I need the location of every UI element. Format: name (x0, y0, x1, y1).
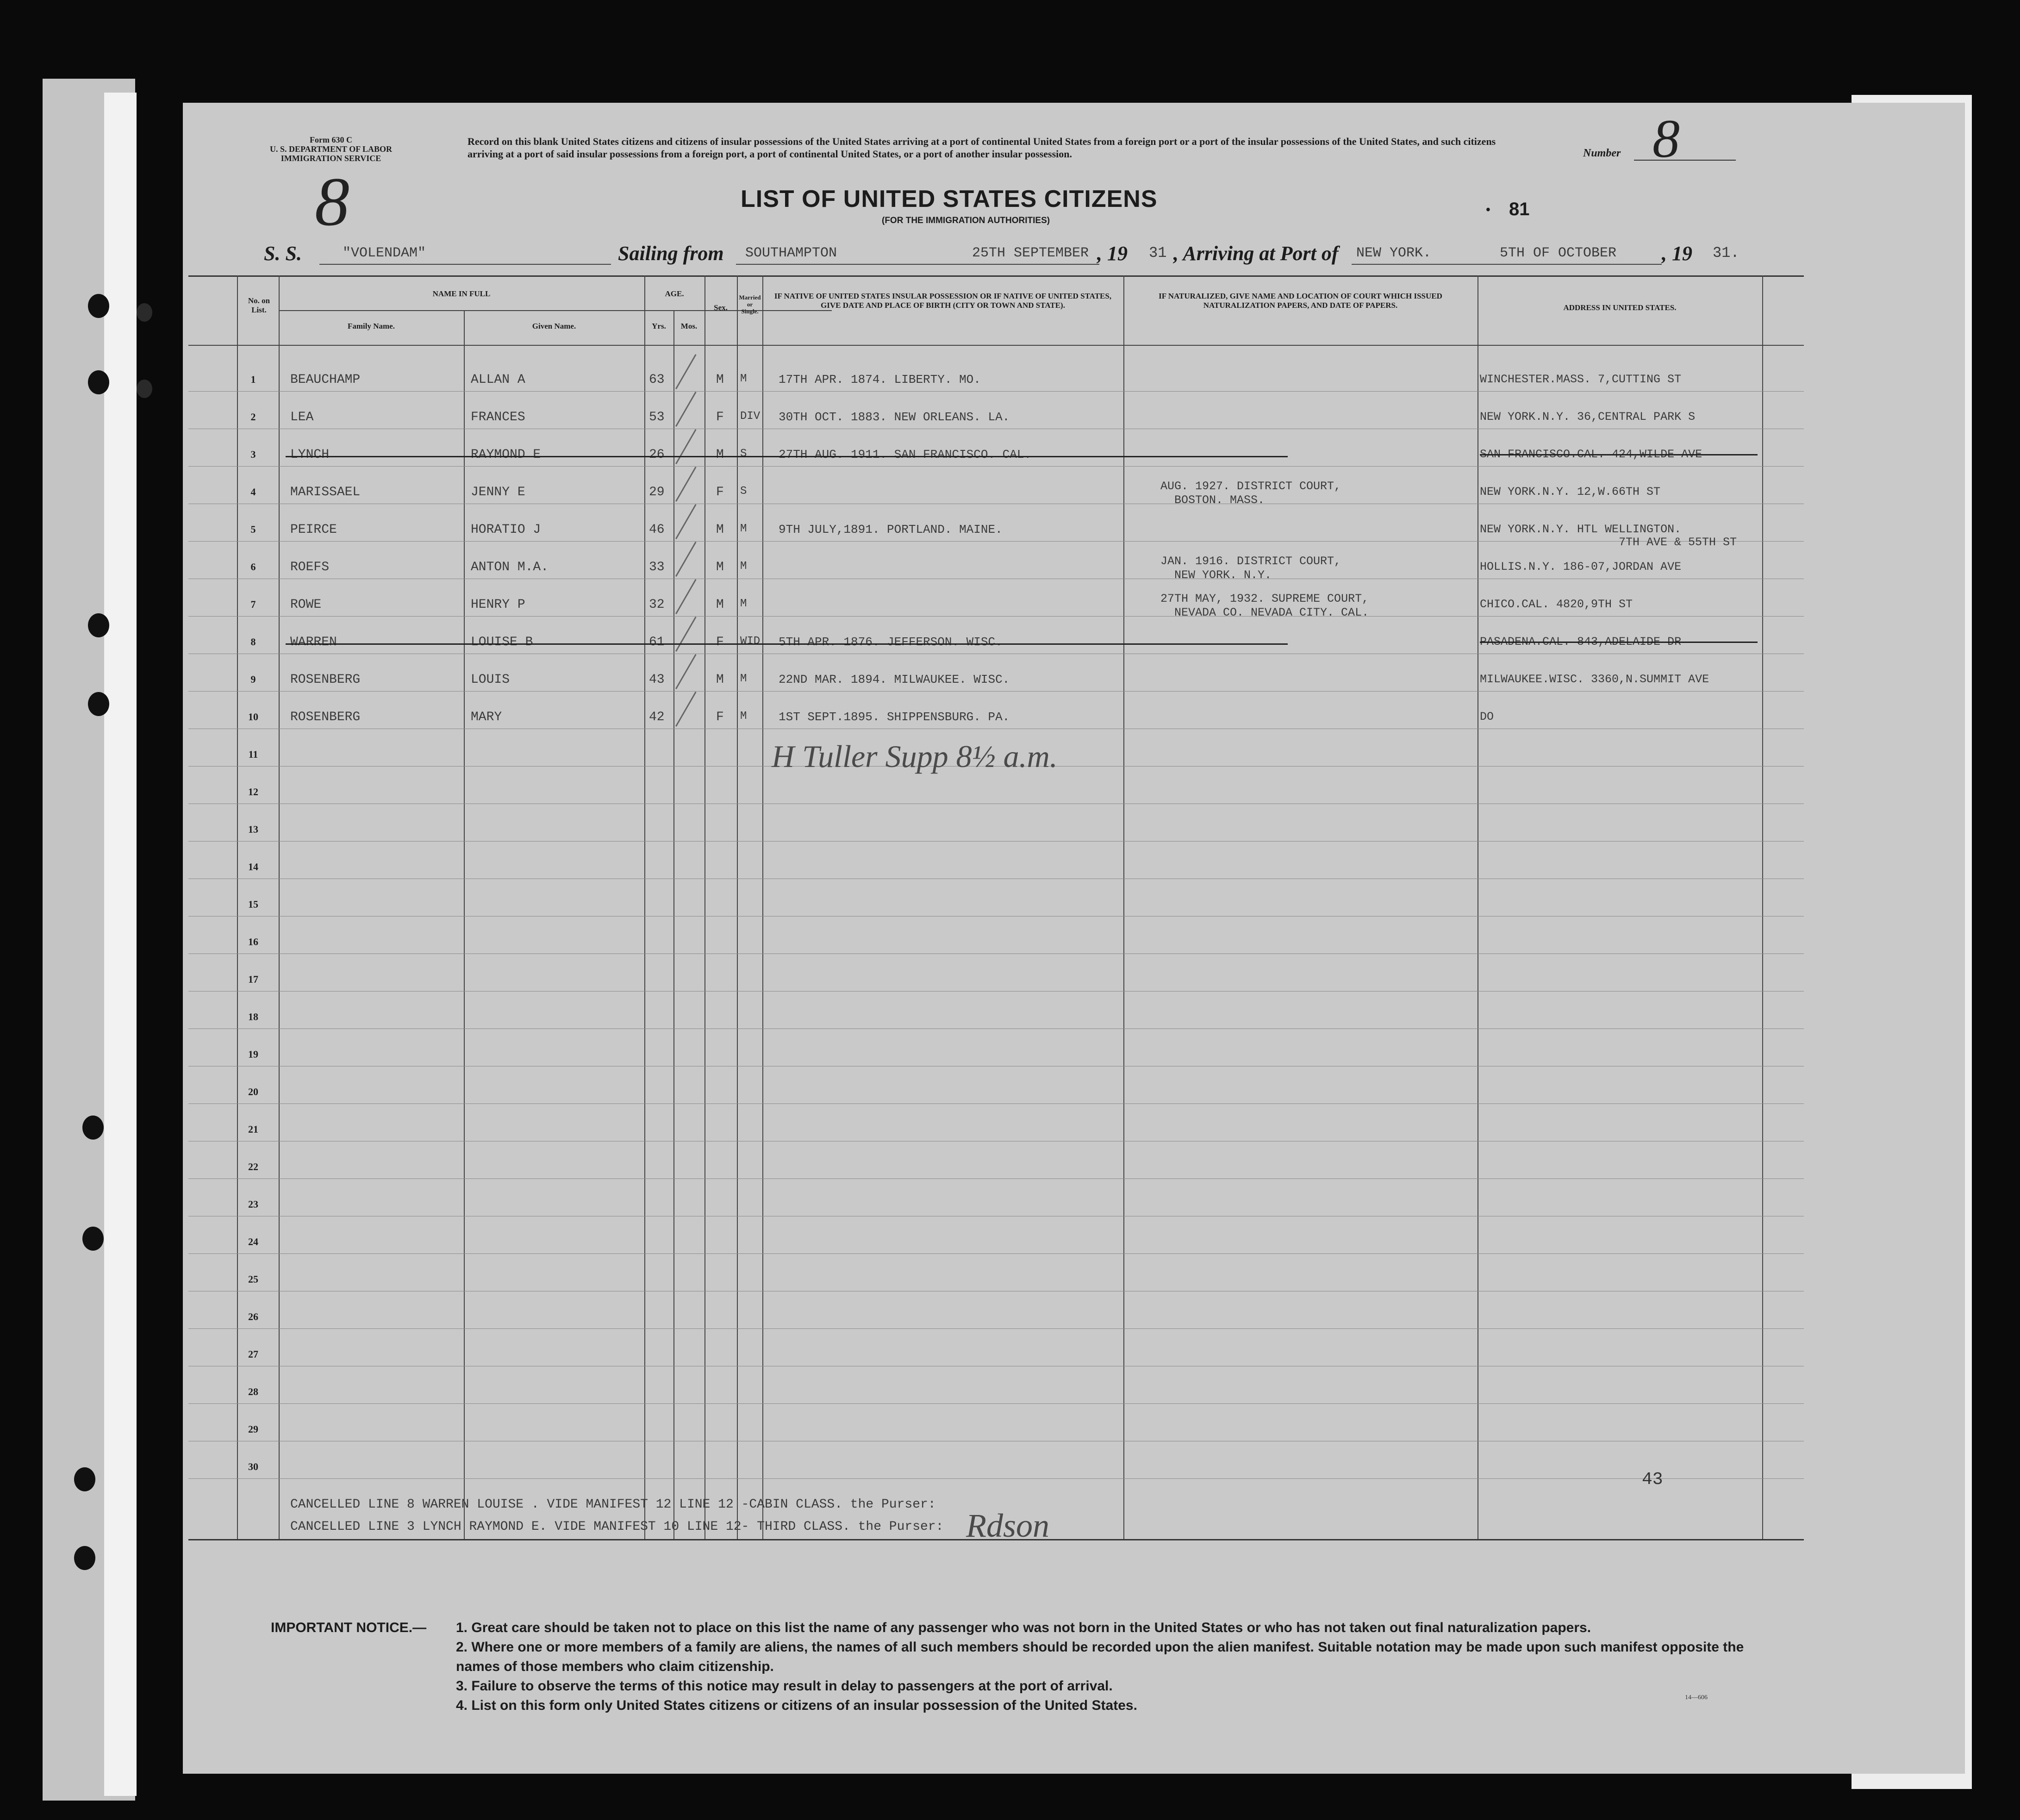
form-identifier (257, 135, 405, 163)
notice-list (456, 1618, 1780, 1715)
row-number: 4 (250, 486, 256, 498)
sailing-underline (736, 264, 1099, 265)
punch-hole (88, 613, 109, 637)
check-mark (675, 354, 697, 389)
col-divider (762, 275, 763, 1539)
header-family-name: Family Name. (348, 322, 395, 330)
punch-hole (88, 370, 109, 394)
cancellation-line-8: CANCELLED LINE 8 WARREN LOUISE . VIDE MANIFEST 12 LINE 12 -CABIN CLASS. the Purser: (290, 1497, 936, 1512)
birth-info: 17TH APR. 1874. LIBERTY. MO. (779, 373, 981, 386)
sex: M (716, 373, 724, 387)
punch-hole (137, 380, 152, 398)
row-number: 17 (248, 973, 258, 985)
cancel-strike-address (1480, 642, 1758, 643)
birth-info: 22ND MAR. 1894. MILWAUKEE. WISC. (779, 673, 1010, 686)
col-divider (237, 275, 238, 1539)
row-number: 26 (248, 1311, 258, 1322)
sailing-label: Sailing from (618, 242, 724, 265)
check-mark (675, 654, 697, 689)
given-name: FRANCES (471, 410, 525, 424)
age-years: 32 (649, 598, 665, 612)
form-subtitle: (FOR THE IMMIGRATION AUTHORITIES) (882, 216, 1050, 225)
form-instructions: Record on this blank United States citizens and citizens of insular possessions of the United States arriving at a port of continental United States from a foreign port or a port of the insular possessions of the United States, and such citizens arriving at a port of said insular possessions from a foreign port, a port of continental United States, or a port of another insular possession. (468, 136, 1496, 160)
marital-status: DIV (740, 410, 761, 423)
family-name: ROSENBERG (290, 710, 361, 724)
punch-hole (88, 294, 109, 318)
sex: M (716, 523, 724, 537)
address: HOLLIS.N.Y. 186-07,JORDAN AVE (1480, 560, 1682, 573)
handwritten-note: H Tuller Supp 8½ a.m. (772, 739, 1058, 774)
punch-hole (88, 692, 109, 716)
row-rule (188, 466, 1804, 467)
arrival-port: NEW YORK. (1356, 245, 1432, 261)
given-name: HORATIO J (471, 523, 541, 537)
row-rule (188, 616, 1804, 617)
marital-status: M (740, 673, 747, 685)
sex: F (716, 485, 724, 499)
col-divider (737, 275, 738, 1539)
family-name: PEIRCE (290, 523, 337, 537)
manifest-number: 8 (1652, 108, 1680, 169)
family-name: ROEFS (290, 560, 330, 574)
given-name: LOUIS (471, 673, 510, 687)
sailing-port: SOUTHAMPTON (745, 245, 837, 261)
number-underline (1634, 160, 1736, 161)
cancel-strike-address (1480, 454, 1758, 455)
row-number: 9 (250, 673, 256, 685)
row-number: 11 (248, 748, 258, 760)
row-number: 3 (250, 449, 256, 460)
year-prefix: , 19 (1097, 242, 1128, 265)
row-number: 1 (250, 374, 256, 385)
row-rule (188, 1253, 1804, 1254)
col-divider (1123, 275, 1124, 1539)
address: NEW YORK.N.Y. 12,W.66TH ST (1480, 485, 1661, 499)
naturalization-location: BOSTON. MASS. (1174, 493, 1265, 507)
family-name: LYNCH (290, 448, 330, 462)
family-name: ROSENBERG (290, 673, 361, 687)
sex: M (716, 448, 724, 462)
address: NEW YORK.N.Y. 36,CENTRAL PARK S (1480, 410, 1696, 424)
row-rule (188, 541, 1804, 542)
birth-info: 30TH OCT. 1883. NEW ORLEANS. LA. (779, 410, 1010, 424)
row-rule (188, 1103, 1804, 1104)
age-years: 29 (649, 485, 665, 499)
header-given-name: Given Name. (532, 322, 576, 330)
handwritten-corner-mark: 8 (315, 163, 349, 240)
row-number: 22 (248, 1161, 258, 1172)
given-name: LOUISE B (471, 635, 533, 649)
address: CHICO.CAL. 4820,9TH ST (1480, 598, 1633, 611)
row-rule (188, 1478, 1804, 1479)
family-name: MARISSAEL (290, 485, 361, 499)
row-number: 2 (250, 411, 256, 423)
row-rule (188, 1178, 1804, 1179)
header-age: AGE. (665, 289, 684, 298)
notice-label: IMPORTANT NOTICE.— (271, 1620, 427, 1635)
ship-underline (319, 264, 611, 265)
address: DO (1480, 710, 1494, 723)
check-mark (675, 392, 697, 427)
check-mark (675, 504, 697, 539)
sex: F (716, 710, 724, 724)
age-years: 61 (649, 635, 665, 649)
row-number: 25 (248, 1273, 258, 1285)
family-name: BEAUCHAMP (290, 373, 361, 387)
cancellation-line-3: CANCELLED LINE 3 LYNCH RAYMOND E. VIDE MANIFEST 10 LINE 12- THIRD CLASS. the Purser: (290, 1520, 944, 1534)
punch-hole (137, 303, 152, 322)
family-name: WARREN (290, 635, 337, 649)
col-divider (673, 310, 674, 1539)
address: NEW YORK.N.Y. HTL WELLINGTON. (1480, 523, 1682, 536)
notice-item: 2. Where one or more members of a family are aliens, the names of all such members should be recorded upon the alien manifest. Suitable notation may be made upon such manifest opposite the names of those members who claim citizenship. (456, 1639, 1744, 1674)
number-label: Number (1583, 147, 1621, 159)
age-years: 63 (649, 373, 665, 387)
header-married-single: Married or Single. (739, 294, 761, 315)
sex: M (716, 673, 724, 687)
naturalization-location: NEVADA CO. NEVADA CITY. CAL. (1174, 606, 1369, 619)
address: MILWAUKEE.WISC. 3360,N.SUMMIT AVE (1480, 673, 1709, 686)
birth-info: 27TH AUG. 1911. SAN FRANCISCO. CAL. (779, 448, 1032, 461)
binder-edge (104, 93, 137, 1796)
marital-status: S (740, 485, 747, 498)
punch-hole (74, 1467, 95, 1491)
header-months: Mos. (680, 322, 698, 330)
age-years: 43 (649, 673, 665, 687)
age-years: 53 (649, 410, 665, 424)
row-rule (188, 391, 1804, 392)
age-years: 33 (649, 560, 665, 574)
department: U. S. DEPARTMENT OF LABOR (269, 144, 393, 154)
marital-status: WID (740, 635, 761, 648)
check-mark (675, 429, 697, 464)
marital-status: S (740, 448, 747, 460)
col-divider (644, 275, 645, 1539)
sex: F (716, 635, 724, 649)
marital-status: M (740, 560, 747, 573)
arrival-underline (1352, 264, 1662, 265)
row-number: 30 (248, 1461, 258, 1472)
page-number: 81 (1509, 199, 1530, 219)
row-number: 28 (248, 1386, 258, 1397)
address: WINCHESTER.MASS. 7,CUTTING ST (1480, 373, 1682, 386)
row-number: 27 (248, 1348, 258, 1360)
passenger-table (188, 275, 1804, 1544)
check-mark (675, 542, 697, 577)
naturalization-court: 27TH MAY, 1932. SUPREME COURT, (1160, 592, 1369, 605)
arriving-label: , Arriving at Port of (1173, 242, 1339, 265)
row-number: 15 (248, 898, 258, 910)
check-mark (675, 617, 697, 652)
cancel-strike (286, 456, 1288, 457)
arrival-year: 31. (1713, 244, 1739, 262)
row-number: 12 (248, 786, 258, 798)
header-naturalized: IF NATURALIZED, GIVE NAME AND LOCATION OF COURT WHICH ISSUED NATURALIZATION PAPERS, AND DATE OF PAPERS. (1159, 292, 1442, 310)
given-name: MARY (471, 710, 502, 724)
check-mark (675, 579, 697, 614)
given-name: HENRY P (471, 598, 525, 612)
sex: M (716, 598, 724, 612)
given-name: RAYMOND E (471, 448, 541, 462)
ss-label: S. S. (264, 242, 302, 265)
table-top-rule (188, 275, 1804, 277)
row-number: 8 (250, 636, 256, 648)
punch-hole (74, 1546, 95, 1570)
header-address: ADDRESS IN UNITED STATES. (1563, 303, 1677, 312)
page-dot: • (1486, 203, 1490, 217)
header-years: Yrs. (652, 322, 666, 330)
row-number: 7 (250, 598, 256, 610)
sailing-date: 25TH SEPTEMBER (972, 245, 1089, 261)
sailing-year: 31 (1149, 244, 1167, 262)
sex: M (716, 560, 724, 574)
marital-status: M (740, 523, 747, 535)
address: SAN FRANCISCO.CAL. 424,WILDE AVE (1480, 448, 1702, 461)
notice-item: 3. Failure to observe the terms of this notice may result in delay to passengers at the port of arrival. (456, 1678, 1113, 1694)
row-number: 10 (248, 711, 258, 723)
row-number: 23 (248, 1198, 258, 1210)
punch-hole (82, 1116, 104, 1140)
given-name: JENNY E (471, 485, 525, 499)
notice-item: 1. Great care should be taken not to place on this list the name of any passenger who was not born in the United States or who has not taken out final naturalization papers. (456, 1620, 1591, 1635)
birth-info: 1ST SEPT.1895. SHIPPENSBURG. PA. (779, 710, 1010, 724)
given-name: ANTON M.A. (471, 560, 549, 574)
family-name: LEA (290, 410, 314, 424)
marital-status: M (740, 598, 747, 610)
address: PASADENA.CAL. 843,ADELAIDE DR (1480, 635, 1682, 648)
page-reference: 43 (1642, 1470, 1663, 1490)
cancel-strike (286, 643, 1288, 645)
row-number: 19 (248, 1048, 258, 1060)
family-name: ROWE (290, 598, 322, 612)
header-sex: Sex. (714, 303, 728, 312)
check-mark (675, 467, 697, 502)
row-rule (188, 691, 1804, 692)
marital-status: M (740, 710, 747, 723)
age-years: 46 (649, 523, 665, 537)
naturalization-court: JAN. 1916. DISTRICT COURT, (1160, 555, 1341, 568)
row-number: 13 (248, 823, 258, 835)
punch-hole (82, 1227, 104, 1251)
header-bottom-rule (188, 345, 1804, 346)
address-line-2: 7TH AVE & 55TH ST (1619, 536, 1737, 549)
notice-item: 4. List on this form only United States citizens or citizens of an insular possession of the United States. (456, 1698, 1137, 1713)
form-title: LIST OF UNITED STATES CITIZENS (741, 186, 1158, 212)
naturalization-location: NEW YORK. N.Y. (1174, 568, 1272, 582)
col-divider (279, 275, 280, 1539)
marital-status: M (740, 373, 747, 385)
row-number: 5 (250, 524, 256, 535)
birth-info: 9TH JULY,1891. PORTLAND. MAINE. (779, 523, 1003, 536)
service: IMMIGRATION SERVICE (281, 154, 381, 163)
given-name: ALLAN A (471, 373, 525, 387)
row-number: 14 (248, 861, 258, 873)
row-rule (188, 1028, 1804, 1029)
birth-info: 5TH APR. 1876. JEFFERSON. WISC. (779, 635, 1003, 649)
header-name-in-full: NAME IN FULL (432, 289, 491, 298)
arrival-date: 5TH OF OCTOBER (1500, 245, 1617, 261)
form-number: Form 630 C (310, 135, 352, 144)
footer-code: 14—606 (1685, 1694, 1708, 1701)
row-number: 20 (248, 1086, 258, 1097)
col-divider (1762, 275, 1763, 1539)
col-divider (464, 310, 465, 1539)
row-rule (188, 1403, 1804, 1404)
check-mark (675, 692, 697, 727)
row-number: 6 (250, 561, 256, 573)
header-no: No. on List. (248, 296, 270, 314)
row-number: 29 (248, 1423, 258, 1435)
header-birth: IF NATIVE OF UNITED STATES INSULAR POSSESSION OR IF NATIVE OF UNITED STATES, GIVE DATE AND PLACE OF BIRTH (CITY OR TOWN AND STATE). (774, 292, 1112, 310)
age-years: 42 (649, 710, 665, 724)
naturalization-court: AUG. 1927. DISTRICT COURT, (1160, 480, 1341, 493)
row-rule (188, 1328, 1804, 1329)
row-number: 21 (248, 1123, 258, 1135)
age-years: 26 (649, 448, 665, 462)
row-number: 24 (248, 1236, 258, 1247)
purser-signature: Rdson (966, 1507, 1049, 1544)
arrival-year-prefix: , 19 (1662, 242, 1692, 265)
row-number: 18 (248, 1011, 258, 1022)
ship-name: "VOLENDAM" (343, 245, 426, 261)
row-number: 16 (248, 936, 258, 947)
sex: F (716, 410, 724, 424)
